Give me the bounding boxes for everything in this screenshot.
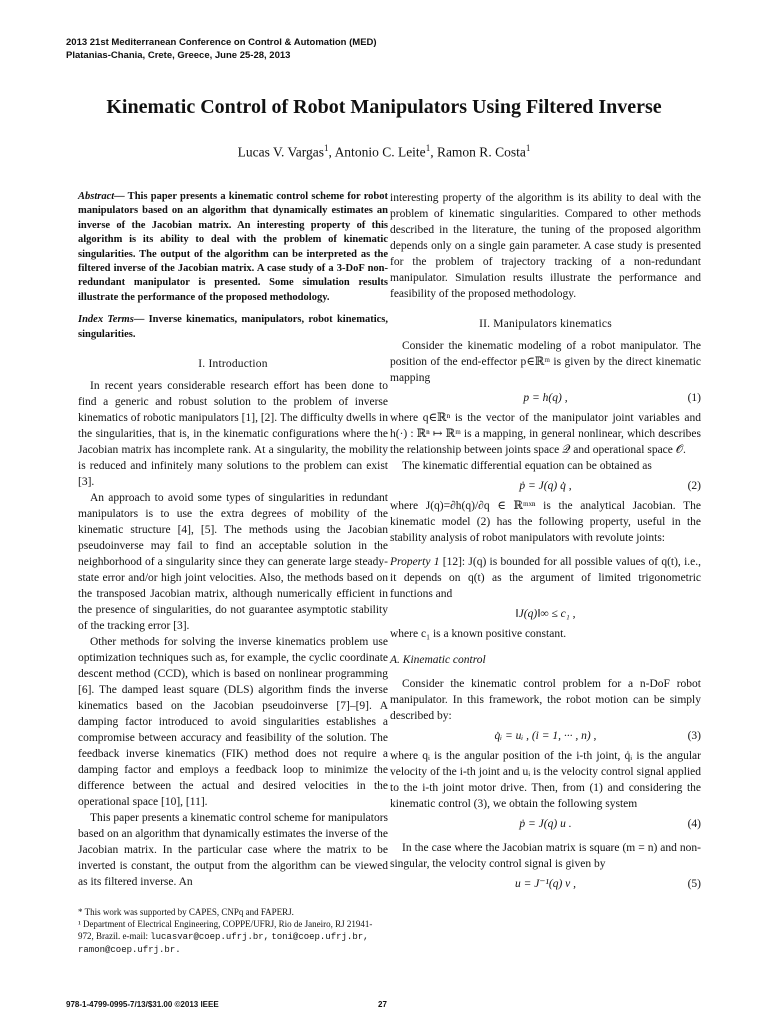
- intro-paragraph-continued: interesting property of the algorithm is its ability to deal with the problem of kinematic singularities. Compared to other methods described in the literature, the tuning of the proposed algorithm depends only on a single gain parameter. A case study is presented for the problem of trajectory tracking of a non-redundant manipulator. Simulation results illustrate the performance and feasibility of the proposed methodology.: [390, 192, 701, 300]
- equation-body: q̇ᵢ = uᵢ , (i = 1, ··· , n) ,: [494, 730, 597, 742]
- body-paragraph: where J(q)=∂h(q)/∂q ∈ ℝᵐˣⁿ is the analytical Jacobian. The kinematic model (2) has the following property, useful in the stability analysis of robot manipulators with revolute joints:: [390, 500, 701, 544]
- conference-line-1: 2013 21st Mediterranean Conference on Control & Automation (MED): [66, 37, 377, 48]
- equation-body: u = J⁻¹(q) v ,: [514, 878, 577, 890]
- affiliation-text: ¹ Department of Electrical Engineering, COPPE/UFRJ, Rio de Janeiro, RJ 21941-972, Brazil. e-mail:: [78, 919, 373, 941]
- body-paragraph: The kinematic differential equation can be obtained as: [402, 460, 652, 472]
- author-affiliation: 1: [425, 143, 431, 153]
- abstract: [78, 190, 388, 305]
- equation-number: (5): [687, 878, 701, 890]
- property-label: Property 1: [390, 556, 440, 568]
- paper-title: Kinematic Control of Robot Manipulators Using Filtered Inverse: [106, 96, 662, 118]
- funding-footnote: * This work was supported by CAPES, CNPq and FAPERJ.: [78, 907, 294, 917]
- conference-header: [66, 36, 377, 62]
- conference-line-2: Platanias-Chania, Crete, Greece, June 25-28, 2013: [66, 50, 291, 61]
- equation-body: p = h(q) ,: [523, 392, 568, 404]
- index-terms-text: — Inverse kinematics, manipulators, robot kinematics, singularities.: [78, 314, 388, 340]
- isbn-footer: 978-1-4799-0995-7/13/$31.00 ©2013 IEEE: [66, 1000, 219, 1009]
- equation: [390, 474, 701, 498]
- body-paragraph: In the case where the Jacobian matrix is square (m = n) and non-singular, the velocity control signal is given by: [390, 842, 701, 870]
- left-column: [78, 190, 388, 890]
- equation-body: ‖J(q)‖∞ ≤ c₁ ,: [515, 608, 576, 620]
- body-paragraph: where q∈ℝⁿ is the vector of the manipulator joint variables and h(·) : ℝⁿ ↦ ℝᵐ is a mapping, in general nonlinear, which describes the relationship between joints space 𝒬 and operational space 𝒪.: [390, 412, 701, 456]
- equation-number: (1): [687, 392, 701, 404]
- section-heading-introduction: I. Introduction: [198, 358, 268, 371]
- equation-number: (4): [687, 818, 701, 830]
- property-paragraph: [390, 554, 701, 602]
- section-heading-kinematics: II. Manipulators kinematics: [479, 318, 612, 330]
- footnotes: [78, 906, 388, 956]
- equation-body: ṗ = J(q) u .: [519, 818, 572, 830]
- body-paragraph: Consider the kinematic control problem for a n-DoF robot manipulator. In this framework, the robot motion can be simply described by:: [390, 678, 701, 722]
- subsection-heading: A. Kinematic control: [390, 654, 486, 666]
- index-terms: [78, 313, 388, 342]
- email-link[interactable]: lucasvar@coep.ufrj.br,: [150, 932, 270, 942]
- equation: [390, 812, 701, 836]
- equation: [390, 602, 701, 626]
- equation-body: ṗ = J(q) q̇ ,: [519, 480, 572, 492]
- property-text: [12]: J(q) is bounded for all possible values of q(t), i.e., it depends on q(t) as the argument of limited trigonometric functions and: [390, 556, 701, 600]
- index-terms-label: Index Terms: [78, 314, 134, 326]
- email-link[interactable]: toni@coep.ufrj.br, ramon@coep.ufrj.br.: [78, 932, 369, 955]
- equation-number: (3): [687, 730, 701, 742]
- intro-paragraph: This paper presents a kinematic control scheme for manipulators based on an algorithm that dynamically estimates the inverse of the Jacobian matrix. In the particular case where the matrix to be inverted is constant, the output from the algorithm can be viewed as its filtered inverse. An: [78, 812, 388, 889]
- abstract-label: Abstract: [78, 191, 115, 202]
- author-list: Lucas V. Vargas$^1$, Antonio C. Leite$^1$, Ramon R. Costa$^1$: [237, 143, 531, 160]
- author-name: Lucas V. Vargas: [237, 144, 325, 160]
- equation: [390, 386, 701, 410]
- page-number: 27: [378, 1000, 387, 1009]
- equation: [390, 872, 701, 896]
- intro-paragraph: Other methods for solving the inverse kinematics problem use optimization techniques such as, for example, the cyclic coordinate descent method (CCD), which is based on nonlinear programming [6]. The damped least square (DLS) algorithm finds the inverse kinematics based on the Jacobian pseudoinverse [7]–[9]. A damping factor introduced to avoid singularities establishes a compromise between accuracy and feasibility of the solution. The feedback inverse kinematics (FIK) method does not require a damping factor and employs a feedback loop to minimize the difference between the actual and desired velocities in the operational space [10], [11].: [78, 636, 388, 809]
- equation: [390, 724, 701, 748]
- intro-paragraph: In recent years considerable research effort has been done to find a generic and robust solution to the problem of inverse kinematics of robotic manipulators [1], [2]. The difficulty dwells in the singularities, that is, in the kinematic configurations where the Jacobian matrix has incomplete rank. At a singularity, the mobility is reduced and infinitely many solutions to the problem can exist [3].: [78, 380, 388, 489]
- right-column: [390, 190, 701, 896]
- author-name: Antonio C. Leite: [334, 144, 426, 160]
- affiliation-footnote: [78, 918, 388, 956]
- author-affiliation: 1: [525, 143, 531, 153]
- equation-number: (2): [687, 480, 701, 492]
- author-affiliation: 1: [324, 143, 329, 153]
- abstract-text: — This paper presents a kinematic control scheme for robot manipulators based on an algorithm that dynamically estimates an inverse of the Jacobian matrix. An interesting property of this algorithm is its ability to deal with the problem of kinematic singularities. The output of the algorithm can be interpreted as the filtered inverse of the Jacobian matrix. A case study of a 3-DoF non-redundant manipulator is presented. Some simulation results illustrate the performance of the proposed methodology.: [78, 191, 388, 303]
- body-paragraph: Consider the kinematic modeling of a robot manipulator. The position of the end-effector p∈ℝᵐ is given by the direct kinematic mapping: [390, 340, 701, 384]
- body-paragraph: where c₁ is a known positive constant.: [390, 628, 567, 640]
- author-name: Ramon R. Costa: [436, 144, 526, 160]
- intro-paragraph: An approach to avoid some types of singularities in redundant manipulators is to use the extra degrees of mobility of the kinematic structure [4], [5]. The methods using the Jacobian pseudoinverse may fail to find an acceptable solution in the neighborhood of a singularity since they can generate large steady-state error and/or high joint velocities. Also, the methods based on the transposed Jacobian matrix, although numerically efficient in the presence of singularities, do not guarantee asymptotic stability of the tracking error [3].: [78, 492, 388, 633]
- body-paragraph: where qᵢ is the angular position of the i-th joint, q̇ᵢ is the angular velocity of the i-th joint and uᵢ is the velocity control signal applied to the i-th joint motor drive. Then, from (1) and considering the kinematic control (3), we obtain the following system: [390, 750, 701, 810]
